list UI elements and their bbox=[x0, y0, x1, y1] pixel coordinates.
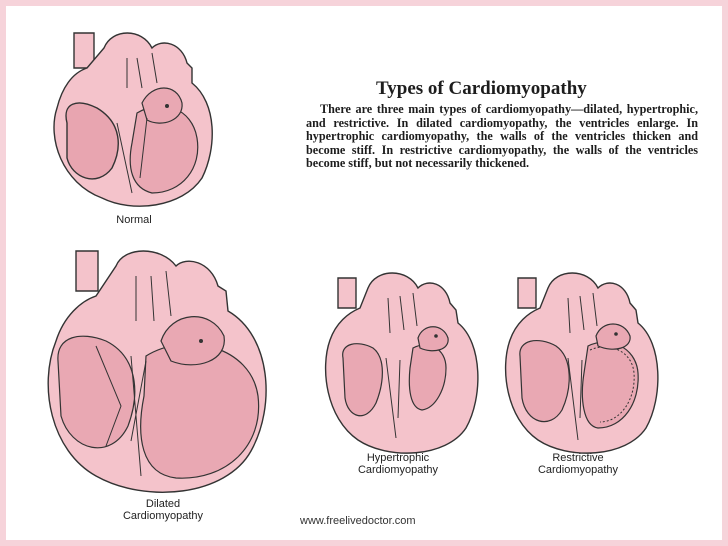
restrictive-label: Restrictive Cardiomyopathy bbox=[537, 452, 619, 476]
description-paragraph: There are three main types of cardiomyopathy—dilated, hypertrophic, and restrictive. In dilated cardiomyopathy, the ventricles enlarge. In hypertrophic cardiomyopathy, the walls of the ventricles thicken and become stiff. In restrictive cardiomyopathy, the walls of the ventricles become stiff, but not necessarily thickened. bbox=[306, 102, 698, 171]
restrictive-heart-illustration bbox=[498, 268, 663, 458]
hypertrophic-label: Hypertrophic Cardiomyopathy bbox=[357, 452, 439, 476]
dilated-heart-illustration bbox=[36, 246, 286, 501]
normal-heart-illustration bbox=[42, 28, 222, 213]
dilated-label: Dilated Cardiomyopathy bbox=[122, 498, 204, 522]
slide bbox=[6, 6, 722, 540]
normal-label: Normal bbox=[116, 214, 152, 226]
hypertrophic-heart-illustration bbox=[318, 268, 483, 458]
diagram-title: Types of Cardiomyopathy bbox=[376, 78, 587, 99]
credit-text: www.freelivedoctor.com bbox=[300, 515, 416, 527]
